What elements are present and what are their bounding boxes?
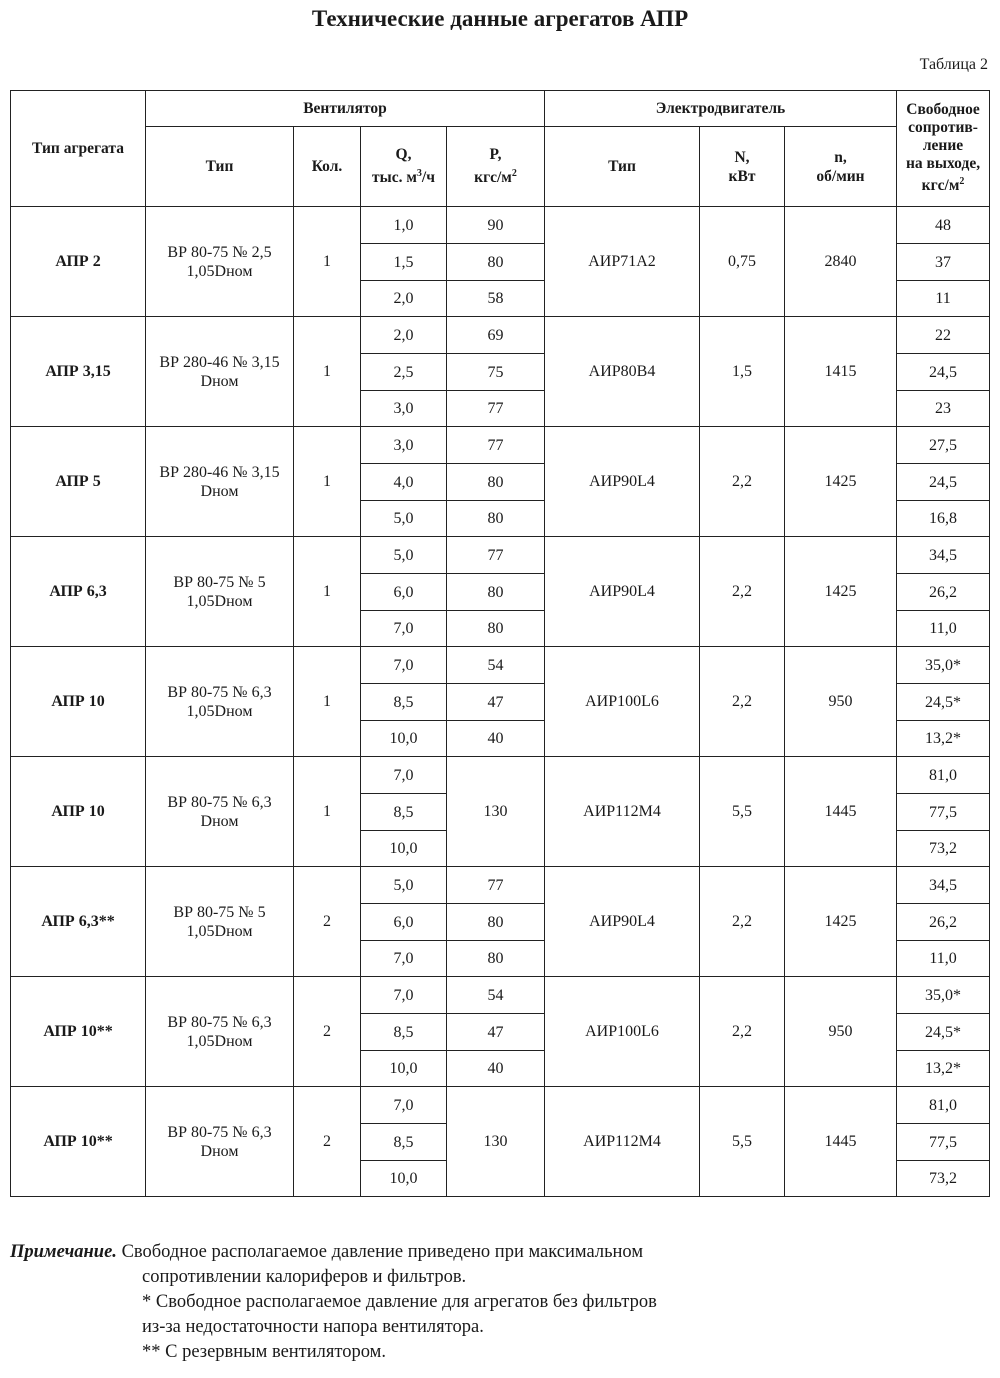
fan-type [146,757,294,867]
motor-power: 2,2 [700,427,785,537]
fan-type-line-1: ВР 80-75 № 6,3 [167,683,272,701]
p-value: 80 [447,904,545,941]
fan-type [146,207,294,317]
fan-type-line-2: 1,05Dном [186,1032,253,1050]
free-resistance-value: 16,8 [897,501,990,537]
q-value: 8,5 [361,1124,447,1161]
q-value: 4,0 [361,464,447,501]
p-value: 47 [447,684,545,721]
motor-type: АИР100L6 [545,977,700,1087]
q-value: 2,0 [361,317,447,354]
fan-type-line-2: Dном [200,812,239,830]
header-p: P, кгс/$м^2$ [447,127,545,207]
unit-name: АПР 3,15 [11,317,146,427]
note-line-2: сопротивлении калориферов и фильтров. [142,1267,467,1287]
motor-power: 1,5 [700,317,785,427]
p-value: 75 [447,354,545,391]
free-resistance-value: 73,2 [897,1161,990,1197]
free-resistance-value: 77,5 [897,794,990,831]
unit-name: АПР 2 [11,207,146,317]
q-value: 3,0 [361,391,447,427]
q-value: 8,5 [361,794,447,831]
table-number: Таблица 2 [919,56,988,73]
table-row [11,757,990,794]
motor-type: АИР71А2 [545,207,700,317]
fan-type-line-1: ВР 80-75 № 6,3 [167,1123,272,1141]
p-value: 80 [447,244,545,281]
p-value: 77 [447,867,545,904]
header-fan-type: Тип [146,127,294,207]
p-value: 130 [447,1087,545,1197]
free-resistance-value: 24,5 [897,464,990,501]
q-value: 1,0 [361,207,447,244]
motor-type: АИР112М4 [545,757,700,867]
free-resistance-value: 24,5* [897,684,990,721]
fan-type-line-1: ВР 80-75 № 6,3 [167,1013,272,1031]
header-count: Кол. [294,127,361,207]
p-value: 80 [447,501,545,537]
q-value: 7,0 [361,611,447,647]
p-value: 54 [447,647,545,684]
fan-type-line-2: 1,05Dном [186,592,253,610]
table-row [11,317,990,354]
unit-name: АПР 10 [11,757,146,867]
header-power: N, кВт [700,127,785,207]
note-line-3: * Свободное располагаемое давление для агрегатов без фильтров [142,1292,657,1312]
fan-type [146,867,294,977]
p-value: 54 [447,977,545,1014]
fan-type-line-2: 1,05Dном [186,702,253,720]
q-value: 8,5 [361,684,447,721]
table-row [11,647,990,684]
fan-type-line-2: 1,05Dном [186,922,253,940]
free-resistance-value: 35,0* [897,977,990,1014]
fan-count: 1 [294,537,361,647]
motor-power: 5,5 [700,757,785,867]
p-value: 40 [447,721,545,757]
fan-type-line-1: ВР 80-75 № 6,3 [167,793,272,811]
free-resistance-value: 11,0 [897,611,990,647]
fan-type-line-1: ВР 280-46 № 3,15 [159,353,280,371]
p-value: 80 [447,574,545,611]
free-resistance-value: 22 [897,317,990,354]
free-resistance-value: 11 [897,281,990,317]
fan-type-line-1: ВР 80-75 № 5 [173,573,266,591]
q-value: 8,5 [361,1014,447,1051]
fan-count: 1 [294,317,361,427]
free-resistance-value: 77,5 [897,1124,990,1161]
fan-count: 1 [294,757,361,867]
q-value: 7,0 [361,977,447,1014]
note [10,1240,657,1365]
table-row [11,977,990,1014]
p-value: 80 [447,464,545,501]
fan-type [146,977,294,1087]
header-fan: Вентилятор [146,91,545,127]
fan-count: 1 [294,647,361,757]
fan-type-line-2: 1,05Dном [186,262,253,280]
unit-name: АПР 6,3** [11,867,146,977]
free-resistance-value: 13,2* [897,1051,990,1087]
q-value: 6,0 [361,574,447,611]
fan-type [146,317,294,427]
q-value: 5,0 [361,537,447,574]
motor-type: АИР90L4 [545,427,700,537]
q-value: 2,5 [361,354,447,391]
motor-type: АИР90L4 [545,867,700,977]
table-row [11,1087,990,1124]
fan-type [146,1087,294,1197]
free-resistance-value: 81,0 [897,757,990,794]
motor-speed: 1425 [785,427,897,537]
p-value: 80 [447,941,545,977]
p-value: 69 [447,317,545,354]
free-resistance-value: 73,2 [897,831,990,867]
free-resistance-value: 23 [897,391,990,427]
table-row [11,537,990,574]
p-value: 58 [447,281,545,317]
table-row [11,427,990,464]
unit-name: АПР 5 [11,427,146,537]
note-line-1: Свободное располагаемое давление приведено при максимальном [121,1242,644,1262]
free-resistance-value: 34,5 [897,867,990,904]
motor-type: АИР90L4 [545,537,700,647]
q-value: 1,5 [361,244,447,281]
motor-speed: 1415 [785,317,897,427]
free-resistance-value: 11,0 [897,941,990,977]
motor-power: 0,75 [700,207,785,317]
header-free-resistance: Свободное сопротив- ление на выходе, кгс/$м^2$ [897,91,990,207]
fan-type-line-1: ВР 80-75 № 2,5 [167,243,272,261]
unit-name: АПР 10 [11,647,146,757]
q-value: 7,0 [361,647,447,684]
fan-type-line-2: Dном [200,372,239,390]
header-motor-type: Тип [545,127,700,207]
q-value: 7,0 [361,1087,447,1124]
fan-type-line-1: ВР 80-75 № 5 [173,903,266,921]
note-line-5: ** С резервным вентилятором. [142,1342,386,1362]
fan-type [146,537,294,647]
unit-name: АПР 6,3 [11,537,146,647]
technical-data-table [10,90,990,1197]
q-value: 3,0 [361,427,447,464]
fan-type-line-2: Dном [200,1142,239,1160]
p-value: 47 [447,1014,545,1051]
note-label: Примечание. [10,1242,117,1262]
q-value: 5,0 [361,501,447,537]
p-value: 77 [447,427,545,464]
header-motor: Электродвигатель [545,91,897,127]
header-speed: n, об/мин [785,127,897,207]
free-resistance-value: 35,0* [897,647,990,684]
motor-speed: 2840 [785,207,897,317]
q-value: 10,0 [361,1051,447,1087]
free-resistance-value: 37 [897,244,990,281]
table-row [11,207,990,244]
free-resistance-value: 26,2 [897,904,990,941]
page-title: Технические данные агрегатов АПР [311,6,689,31]
motor-speed: 1445 [785,1087,897,1197]
q-value: 7,0 [361,941,447,977]
fan-count: 2 [294,867,361,977]
motor-power: 2,2 [700,647,785,757]
table-row [11,867,990,904]
free-resistance-value: 48 [897,207,990,244]
unit-name: АПР 10** [11,977,146,1087]
motor-speed: 1445 [785,757,897,867]
p-value: 40 [447,1051,545,1087]
free-resistance-value: 24,5* [897,1014,990,1051]
free-resistance-value: 34,5 [897,537,990,574]
motor-speed: 1425 [785,537,897,647]
free-resistance-value: 24,5 [897,354,990,391]
motor-speed: 950 [785,647,897,757]
fan-type [146,647,294,757]
unit-name: АПР 10** [11,1087,146,1197]
motor-power: 2,2 [700,537,785,647]
fan-count: 1 [294,207,361,317]
p-value: 130 [447,757,545,867]
fan-type-line-2: Dном [200,482,239,500]
q-value: 2,0 [361,281,447,317]
q-value: 10,0 [361,831,447,867]
q-value: 7,0 [361,757,447,794]
motor-power: 2,2 [700,977,785,1087]
free-resistance-value: 81,0 [897,1087,990,1124]
motor-type: АИР112М4 [545,1087,700,1197]
free-resistance-value: 13,2* [897,721,990,757]
note-line-4: из-за недостаточности напора вентилятора. [142,1317,484,1337]
motor-power: 2,2 [700,867,785,977]
motor-speed: 1425 [785,867,897,977]
header-q: Q, тыс. $м^3/ч$ [361,127,447,207]
fan-count: 1 [294,427,361,537]
free-resistance-value: 26,2 [897,574,990,611]
q-value: 10,0 [361,1161,447,1197]
fan-type-line-1: ВР 280-46 № 3,15 [159,463,280,481]
p-value: 90 [447,207,545,244]
q-value: 5,0 [361,867,447,904]
motor-type: АИР80В4 [545,317,700,427]
p-value: 77 [447,537,545,574]
motor-power: 5,5 [700,1087,785,1197]
fan-count: 2 [294,977,361,1087]
q-value: 6,0 [361,904,447,941]
fan-count: 2 [294,1087,361,1197]
q-value: 10,0 [361,721,447,757]
p-value: 80 [447,611,545,647]
motor-speed: 950 [785,977,897,1087]
p-value: 77 [447,391,545,427]
fan-type [146,427,294,537]
free-resistance-value: 27,5 [897,427,990,464]
header-unit-type: Тип агрегата [11,91,146,207]
motor-type: АИР100L6 [545,647,700,757]
